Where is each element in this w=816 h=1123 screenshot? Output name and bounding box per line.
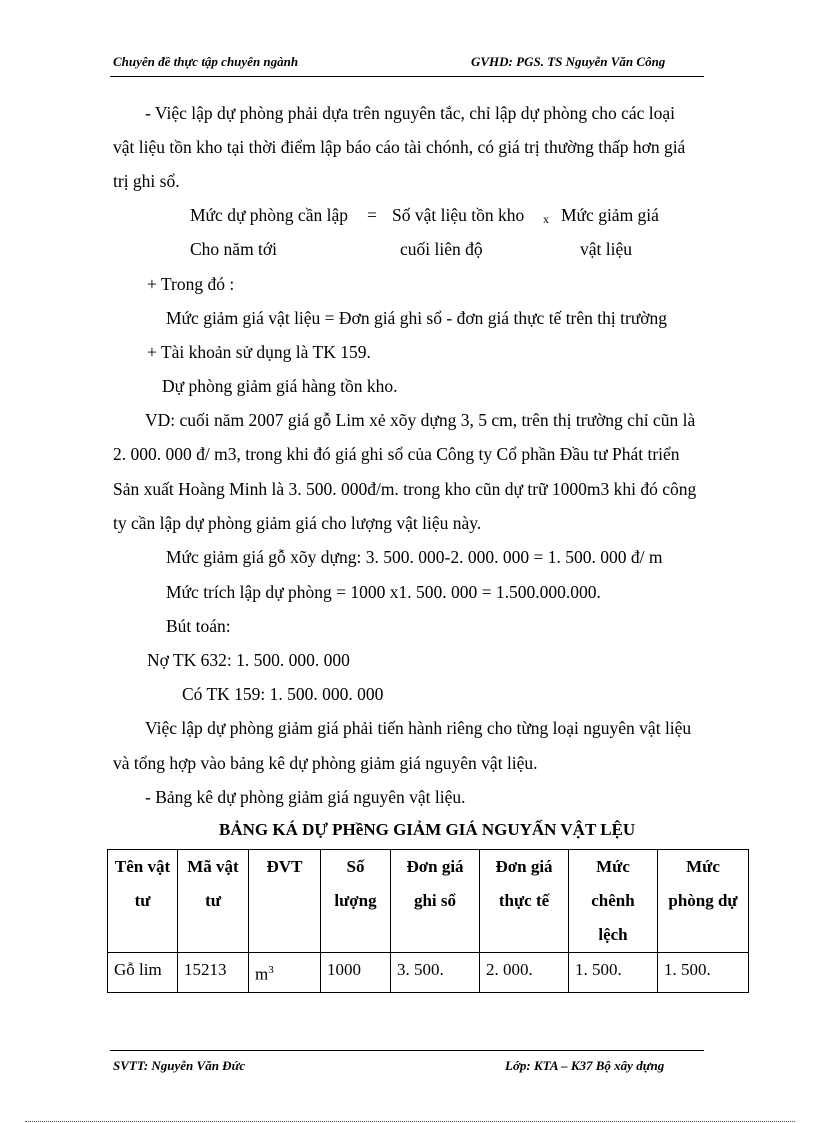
formula-left-top: Mức dự phòng cần lập	[190, 205, 348, 225]
dvt-sup: 3	[268, 964, 274, 976]
trong-do-line: + Trong đó :	[147, 274, 235, 294]
dvt-base: m	[255, 964, 269, 984]
formula-left-bottom: Cho năm tới	[190, 239, 278, 259]
bang-ke-line: - Bảng kê dự phòng giảm giá nguyên vật liệu.	[145, 787, 466, 807]
table-title: BẢNG KÁ DỰ PHềNG GIẢM GIÁ NGUYẤN VẬT LỆU	[219, 820, 636, 839]
page-edge-rule	[25, 1121, 795, 1122]
table-row	[108, 953, 749, 993]
calc-line: Mức trích lập dự phòng = 1000 x1. 500. 000 = 1.500.000.000.	[166, 582, 601, 602]
provision-table	[107, 849, 749, 993]
table-header-cell: Mã vật tư	[178, 850, 249, 953]
muc-giam-line: Mức giảm giá vật liệu = Đơn giá ghi sổ - đơn giá thực tế trên thị trường	[166, 308, 668, 328]
but-toan-line: Bút toán:	[166, 616, 231, 636]
viec-line: và tổng hợp vào bảng kê dự phòng giảm giá nguyên vật liệu.	[113, 753, 538, 773]
formula-right-bottom: vật liệu	[580, 239, 632, 259]
viec-line: Việc lập dự phòng giảm giá phải tiến hành riêng cho từng loại nguyên vật liệu	[145, 718, 692, 738]
table-header-cell: ĐVT	[249, 850, 321, 953]
footer-rule	[110, 1050, 704, 1051]
cell-dvt	[249, 953, 321, 993]
du-phong-line: Dự phòng giảm giá hàng tồn kho.	[162, 376, 398, 396]
paragraph-line: trị ghi sổ.	[113, 171, 180, 191]
table-header-cell: Mức chênh lệch	[569, 850, 658, 953]
cell-ten: Gỗ lim	[108, 953, 178, 993]
cell-muc-chenh-lech: 1. 500.	[569, 953, 658, 993]
header-right: GVHD: PGS. TS Nguyễn Văn Công	[471, 54, 666, 69]
vd-line: Sản xuất Hoàng Minh là 3. 500. 000đ/m. trong kho cũn dự trữ 1000m3 khi đó công	[113, 479, 697, 499]
cell-don-gia-ghi-so: 3. 500.	[391, 953, 480, 993]
footer-left: SVTT: Nguyễn Văn Đức	[113, 1058, 246, 1073]
cell-muc-du-phong: 1. 500.	[658, 953, 749, 993]
header-left: Chuyên đề thực tập chuyên ngành	[113, 54, 299, 69]
no-line: Nợ TK 632: 1. 500. 000. 000	[147, 650, 350, 670]
formula-times: x	[543, 212, 549, 226]
vd-line: 2. 000. 000 đ/ m3, trong khi đó giá ghi sổ của Công ty Cổ phần Đầu tư Phát triển	[113, 444, 680, 464]
formula-mid-top: Số vật liệu tồn kho	[392, 205, 525, 225]
cell-ma: 15213	[178, 953, 249, 993]
paragraph-line: - Việc lập dự phòng phải dựa trên nguyên tắc, chỉ lập dự phòng cho các loại	[145, 103, 676, 123]
formula-right-top: Mức giảm giá	[561, 205, 659, 225]
table-header-row	[108, 850, 749, 953]
footer-right: Lớp: KTA – K37 Bộ xây dựng	[505, 1058, 665, 1073]
table-header-cell: Tên vật tư	[108, 850, 178, 953]
vd-line: ty cần lập dự phòng giảm giá cho lượng vật liệu này.	[113, 513, 482, 533]
calc-line: Mức giảm giá gỗ xõy dựng: 3. 500. 000-2. 000. 000 = 1. 500. 000 đ/ m	[166, 547, 663, 567]
table-header-cell: Đơn giá thực tế	[480, 850, 569, 953]
cell-so-luong: 1000	[321, 953, 391, 993]
table-header-cell: Đơn giá ghi sổ	[391, 850, 480, 953]
formula-equals: =	[367, 205, 377, 225]
tai-khoan-line: + Tài khoản sử dụng là TK 159.	[147, 342, 371, 362]
header-rule	[110, 76, 704, 77]
table-header-cell: Mức phòng dự	[658, 850, 749, 953]
cell-don-gia-thuc-te: 2. 000.	[480, 953, 569, 993]
co-line: Có TK 159: 1. 500. 000. 000	[182, 684, 384, 704]
table-header-cell: Số lượng	[321, 850, 391, 953]
formula-mid-bottom: cuối liên độ	[400, 239, 483, 259]
vd-line: VD: cuối năm 2007 giá gỗ Lim xẻ xõy dựng 3, 5 cm, trên thị trường chỉ cũn là	[145, 410, 696, 430]
paragraph-line: vật liệu tồn kho tại thời điểm lập báo cáo tài chónh, có giá trị thường thấp hơn giá	[113, 137, 686, 157]
